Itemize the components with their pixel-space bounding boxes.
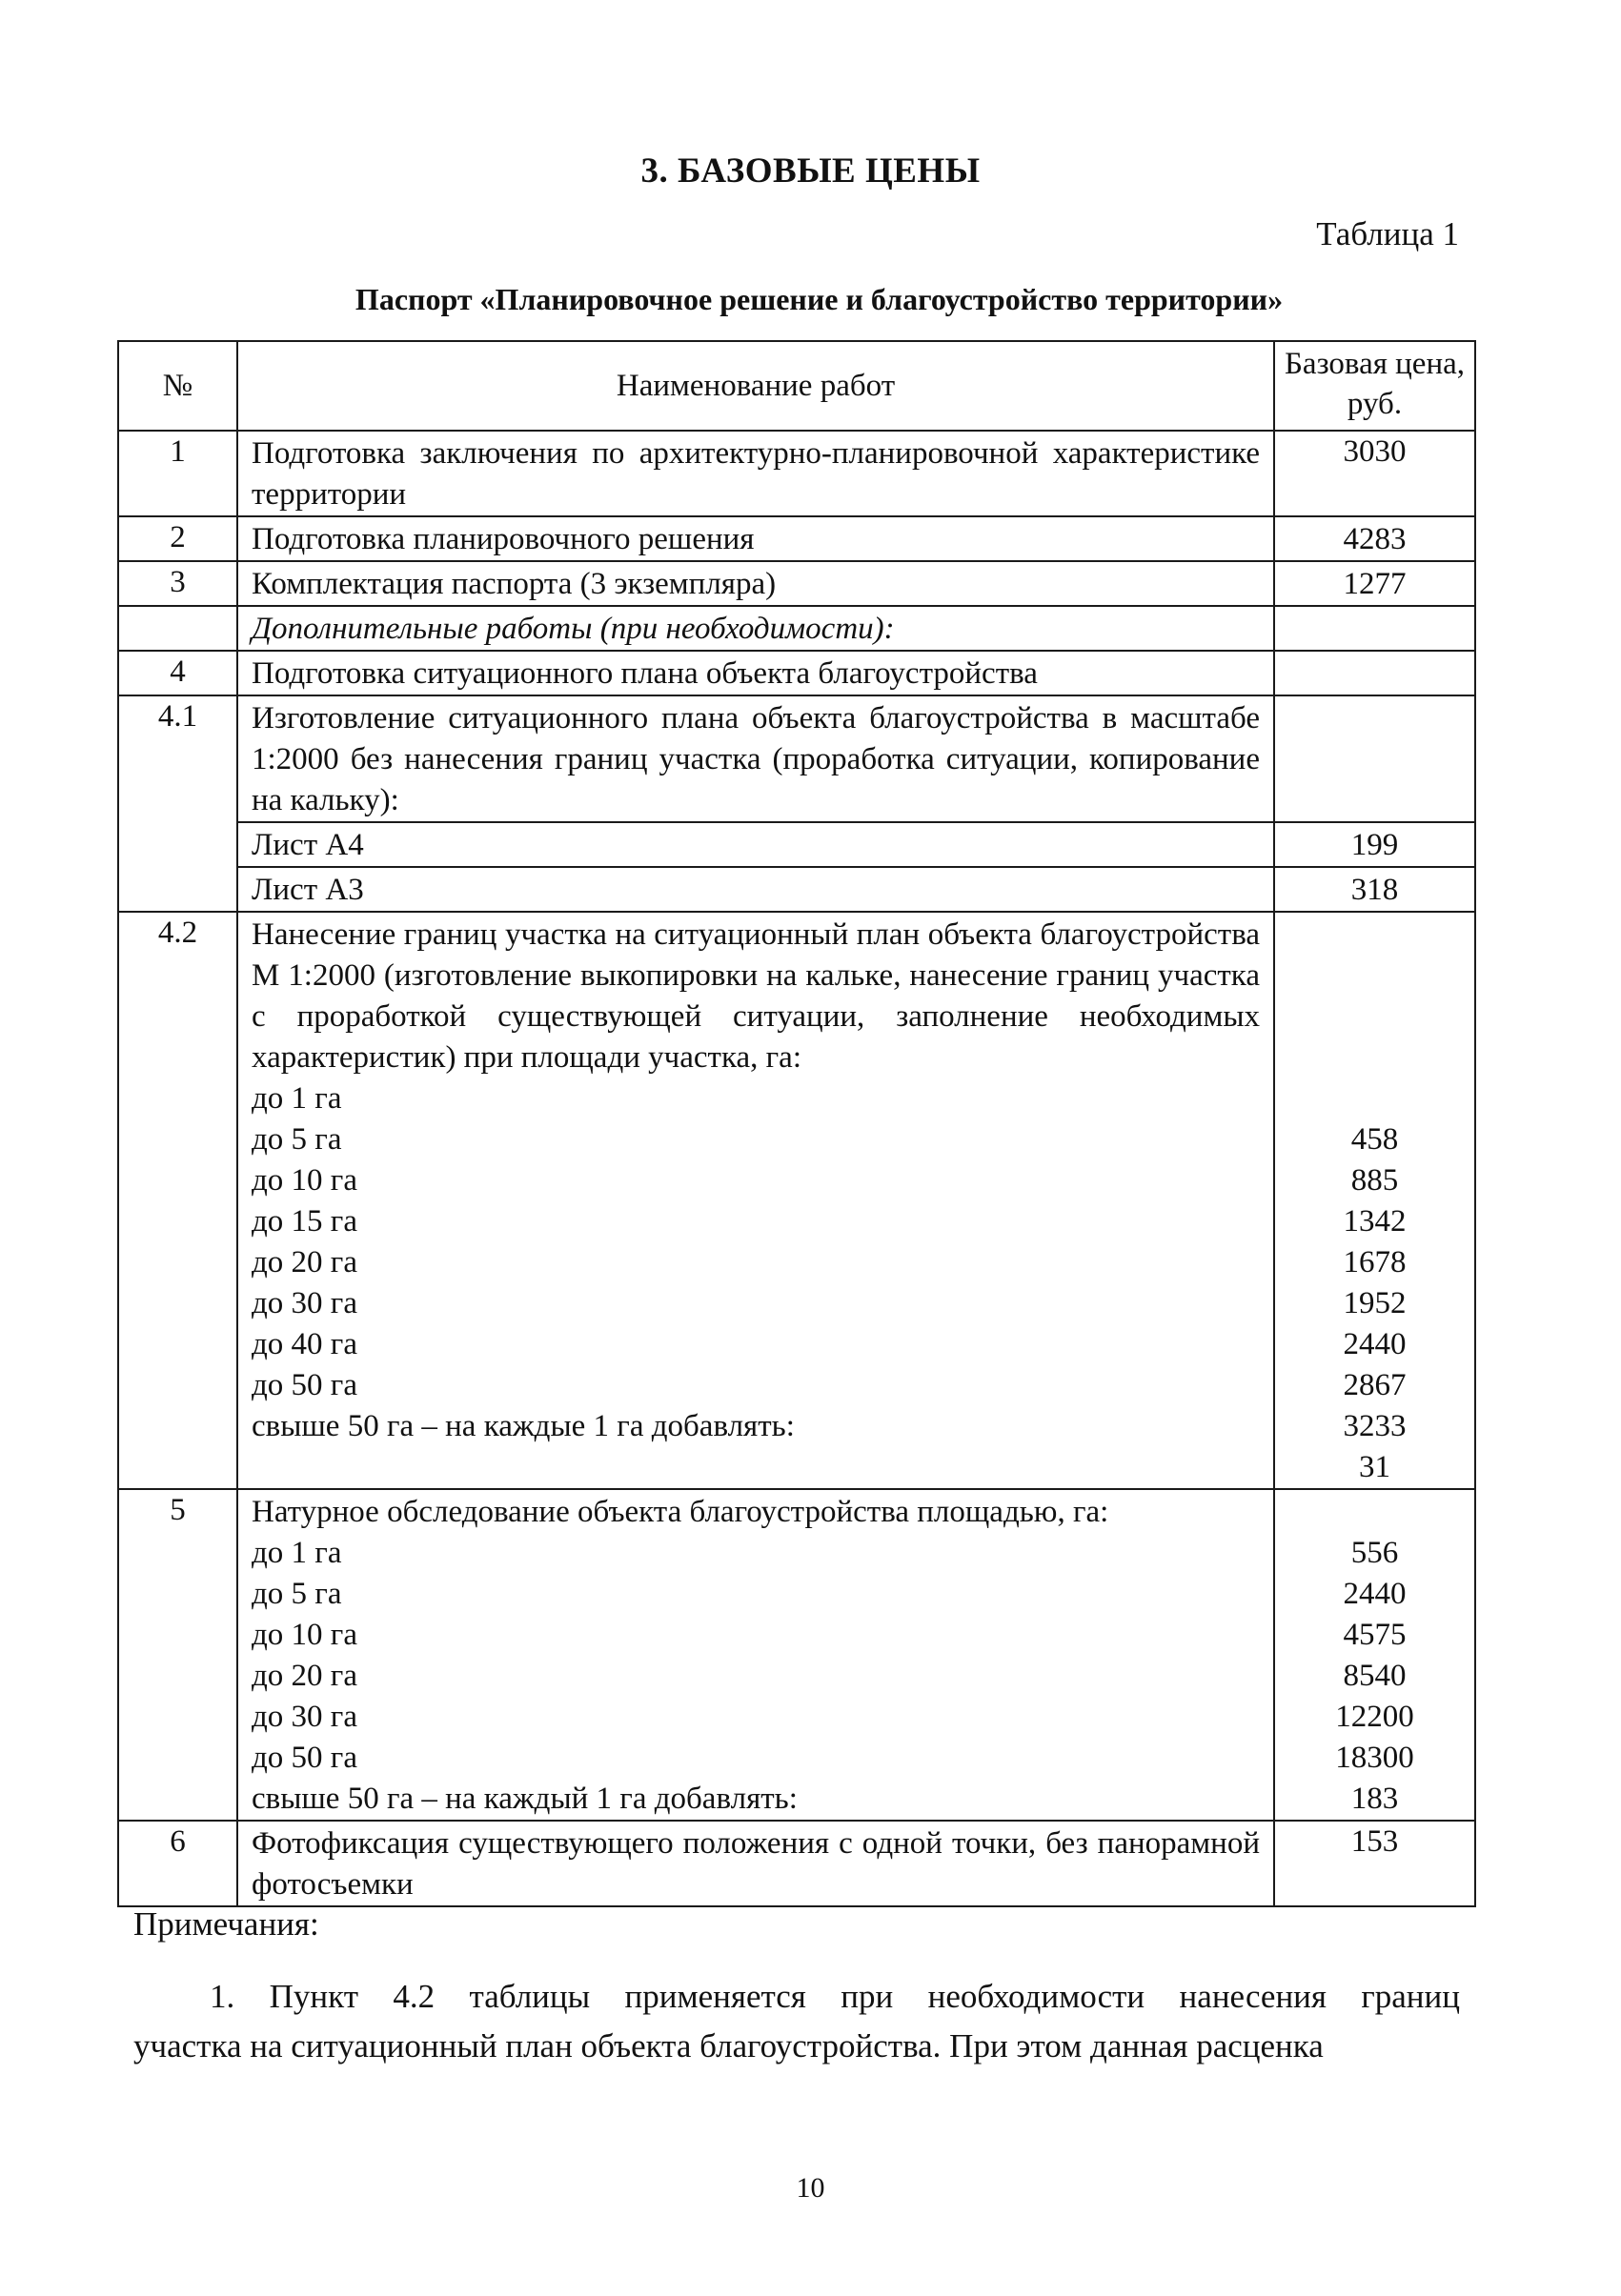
table-row: [118, 516, 1475, 561]
row-number: 4.1: [118, 695, 237, 912]
list-item-price: 458: [1350, 1122, 1399, 1157]
list-item-price: 2440: [1343, 1577, 1407, 1611]
section-title: 3. БАЗОВЫЕ ЦЕНЫ: [640, 151, 981, 191]
price-list: [1275, 1490, 1474, 1820]
table-row: [118, 1821, 1475, 1906]
list-item-price: 1952: [1343, 1286, 1407, 1320]
row-price: 318: [1274, 867, 1475, 912]
list-item-price: 4575: [1343, 1618, 1407, 1652]
additional-works-label: Дополнительные работы (при необходимости):: [237, 606, 1274, 651]
list-item-price: 2440: [1343, 1327, 1407, 1361]
row-number: 4: [118, 651, 237, 695]
list-item: свыше 50 га – на каждые 1 га добавлять:: [252, 1409, 795, 1443]
row-price: 1277: [1274, 561, 1475, 606]
row-name: Фотофиксация существующего положения с одной точки, без панорамной фотосъемки: [237, 1821, 1274, 1906]
list-item-price: 183: [1350, 1782, 1399, 1816]
list-item: свыше 50 га – на каждый 1 га добавлять:: [252, 1782, 798, 1816]
table-row: [118, 561, 1475, 606]
list-item: до 1 га: [252, 1081, 342, 1116]
row-price: [1274, 1489, 1475, 1821]
row-price: 199: [1274, 822, 1475, 867]
row-number: [118, 606, 237, 651]
table-row: [118, 912, 1475, 1489]
price-table: [117, 340, 1476, 1907]
list-item-price: 8540: [1343, 1659, 1407, 1693]
note-line: 1. Пункт 4.2 таблицы применяется при необходимости нанесения границ: [210, 1978, 1460, 2015]
list-item-price: 1678: [1343, 1245, 1407, 1279]
row-number: 4.2: [118, 912, 237, 1489]
list-item-price: 556: [1350, 1536, 1399, 1570]
row-number: 1: [118, 431, 237, 516]
list-item-price: 18300: [1335, 1741, 1414, 1775]
area-list: [252, 1533, 1260, 1820]
table-row: [118, 606, 1475, 651]
row-name: Комплектация паспорта (3 экземпляра): [237, 561, 1274, 606]
list-item: до 1 га: [252, 1536, 342, 1570]
table-row: [118, 431, 1475, 516]
row-number: 3: [118, 561, 237, 606]
note-line: участка на ситуационный план объекта благоустройства. При этом данная расценка: [133, 2027, 1324, 2064]
list-item: до 30 га: [252, 1700, 357, 1734]
list-item: до 5 га: [252, 1577, 342, 1611]
table-row: [118, 651, 1475, 695]
list-item: до 20 га: [252, 1659, 357, 1693]
list-item: до 50 га: [252, 1368, 357, 1402]
list-item-price: 885: [1350, 1163, 1399, 1198]
list-item: до 40 га: [252, 1327, 357, 1361]
list-item: до 30 га: [252, 1286, 357, 1320]
row-price: [1274, 606, 1475, 651]
header-work-name: Наименование работ: [237, 341, 1274, 431]
list-item: до 20 га: [252, 1245, 357, 1279]
note-item: [133, 1972, 1460, 2071]
list-item-price: 2867: [1343, 1368, 1407, 1402]
row-name: [237, 912, 1274, 1489]
row-name: Подготовка ситуационного плана объекта благоустройства: [237, 651, 1274, 695]
row-price: 153: [1274, 1821, 1475, 1906]
row-description: Натурное обследование объекта благоустройства площадью, га:: [252, 1495, 1109, 1529]
row-name: Подготовка заключения по архитектурно-планировочной характеристике территории: [237, 431, 1274, 516]
row-price: [1274, 651, 1475, 695]
row-price: [1274, 695, 1475, 822]
table-title: Паспорт «Планировочное решение и благоустройство территории»: [355, 282, 1284, 316]
row-price: 3030: [1274, 431, 1475, 516]
row-number: 6: [118, 1821, 237, 1906]
list-item: до 10 га: [252, 1618, 357, 1652]
row-name: Лист А4: [237, 822, 1274, 867]
list-item: до 10 га: [252, 1163, 357, 1198]
area-list: [252, 1078, 1260, 1447]
list-item-price: 31: [1359, 1450, 1390, 1484]
header-base-price: Базовая цена, руб.: [1274, 341, 1475, 431]
list-item: до 5 га: [252, 1122, 342, 1157]
table-row: [118, 1489, 1475, 1821]
row-description: Нанесение границ участка на ситуационный план объекта благоустройства М 1:2000 (изготовление выкопировки на кальке, нанесение границ участка с проработкой существующей ситуации, заполнение необходимых характеристик) при площади участка, га:: [252, 917, 1260, 1075]
price-list: [1275, 913, 1474, 1488]
list-item-price: 3233: [1343, 1409, 1407, 1443]
table-caption: Таблица 1: [1316, 215, 1459, 252]
list-item-price: 1342: [1343, 1204, 1407, 1239]
table-header-row: [118, 341, 1475, 431]
list-item-price: 12200: [1335, 1700, 1414, 1734]
table-row: [118, 822, 1475, 867]
page-number: 10: [796, 2172, 825, 2204]
row-number: 5: [118, 1489, 237, 1821]
list-item: до 50 га: [252, 1741, 357, 1775]
row-name: Подготовка планировочного решения: [237, 516, 1274, 561]
list-item: до 15 га: [252, 1204, 357, 1239]
row-price: 4283: [1274, 516, 1475, 561]
header-number: №: [118, 341, 237, 431]
row-price: [1274, 912, 1475, 1489]
table-row: [118, 867, 1475, 912]
row-number: 2: [118, 516, 237, 561]
row-name: [237, 1489, 1274, 1821]
row-name: Изготовление ситуационного плана объекта благоустройства в масштабе 1:2000 без нанесения границ участка (проработка ситуации, копирование на кальку):: [237, 695, 1274, 822]
row-name: Лист А3: [237, 867, 1274, 912]
table-row: [118, 695, 1475, 822]
notes-heading: Примечания:: [133, 1905, 319, 1943]
